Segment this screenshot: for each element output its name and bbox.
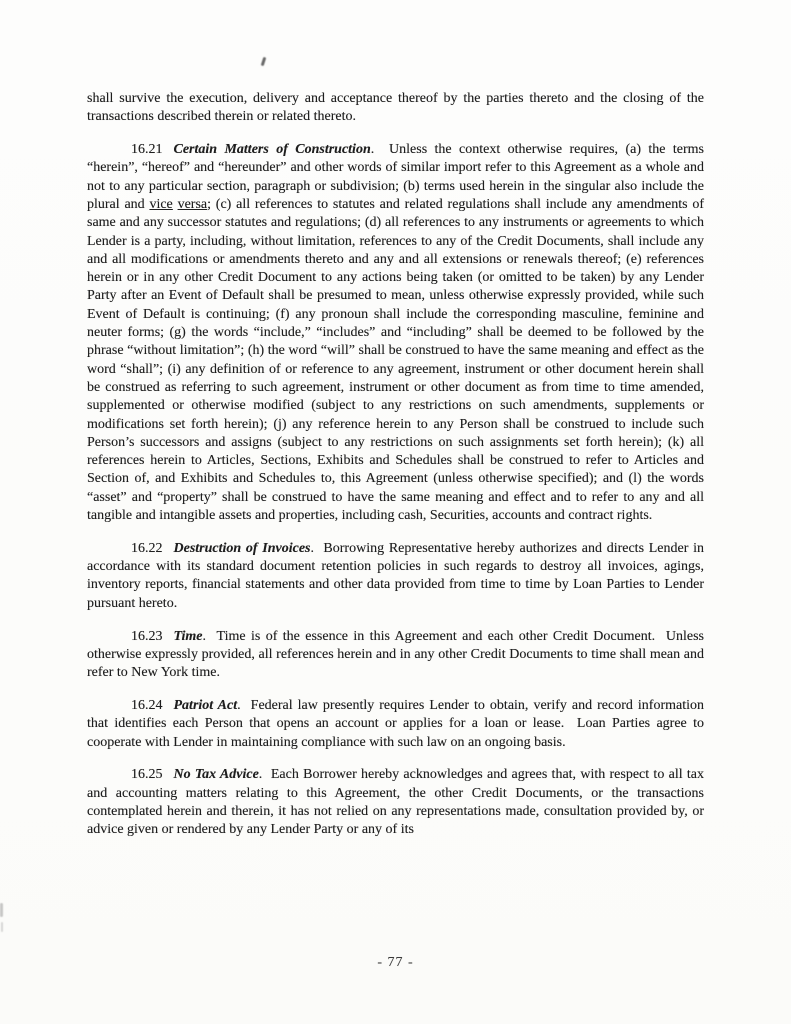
paragraph-text: . Each Borrower hereby acknowledges and agrees that, with respect to all tax and accounting matters relating to this Agreement, the other Credit Documents, or the transactions contemplated herein and therein, it has not relied on any representations made, consultation provided by, or advice given or rendered by any Lender Party or any of its xyxy=(87,767,704,838)
paragraph-text: . Unless the context otherwise requires, (a) the terms “herein”, “hereof” and “hereunder” and other words of similar import refer to this Agreement as a whole and not to any particular section, paragraph or subdivision; (b) terms used herein in the singular also include the plural and xyxy=(87,142,704,212)
section-16-22 xyxy=(87,540,704,613)
paragraph-text: versa xyxy=(177,196,208,212)
paragraph-text: vice xyxy=(149,196,173,212)
paragraph-text: shall survive the execution, delivery and acceptance thereof by the parties thereto and the closing of the transactions described therein or related thereto. xyxy=(87,91,704,125)
stray-ink-mark xyxy=(261,57,267,66)
section-number: 16.25 xyxy=(131,767,163,783)
section-16-21 xyxy=(87,141,704,525)
edge-smudge xyxy=(0,903,3,917)
section-heading: Patriot Act xyxy=(173,697,238,713)
document-body xyxy=(87,90,704,839)
section-heading: Destruction of Invoices xyxy=(173,540,311,556)
edge-smudge xyxy=(1,922,3,932)
section-number: 16.23 xyxy=(131,628,163,644)
paragraph-text: . Time is of the essence in this Agreement and each other Credit Document. Unless otherwise expressly provided, all references herein and in any other Credit Documents to time shall mean and refer to New York time. xyxy=(87,628,704,681)
page-number: - 77 - xyxy=(377,955,414,970)
section-16-24 xyxy=(87,697,704,752)
section-heading: Time xyxy=(173,628,203,644)
paragraph-text: . Borrowing Representative hereby authorizes and directs Lender in accordance with its standard document retention policies in such regards to destroy all invoices, agings, inventory reports, financial statements and other data provided from time to time by Loan Parties to Lender pursuant hereto. xyxy=(87,540,704,611)
section-number: 16.24 xyxy=(131,697,163,713)
paragraph-text: ; (c) all references to statutes and related regulations shall include any amendments of same and any successor statutes and regulations; (d) all references to any instruments or agreements to which Lender is a party, including, without limitation, references to any of the Credit Documents, shall include any and all modifications or amendments thereto and any and all extensions or renewals thereof; (e) references herein or in any other Credit Document to any actions being taken (or omitted to be taken) by any Lender Party after an Event of Default shall be presumed to mean, unless otherwise expressly provided, while such Event of Default is continuing; (f) any pronoun shall include the corresponding masculine, feminine and neuter forms; (g) the words “include,” “includes” and “including” shall be deemed to be followed by the phrase “without limitation”; (h) the word “will” shall be construed to have the same meaning and effect as the word “shall”; (i) any definition of or reference to any agreement, instrument or other document herein shall be construed as referring to such agreement, instrument or other document as from time to time amended, supplemented or otherwise modified (subject to any restrictions on such amendments, supplements or modifications set forth herein); (j) any reference herein to any Person shall be construed to include such Person’s successors and assigns (subject to any restrictions on such assignments set forth herein); (k) all references herein to Articles, Sections, Exhibits and Schedules shall be construed to refer to Articles and Section of, and Exhibits and Schedules to, this Agreement (unless otherwise specified); and (l) the words “asset” and “property” shall be construed to have the same meaning and effect and to refer to any and all tangible and intangible assets and properties, including cash, Securities, accounts and contract rights. xyxy=(87,196,704,524)
paragraph-text: . Federal law presently requires Lender to obtain, verify and record information that identifies each Person that opens an account or applies for a loan or lease. Loan Parties agree to cooperate with Lender in maintaining compliance with such law on an ongoing basis. xyxy=(87,697,704,750)
section-16-25 xyxy=(87,766,704,839)
section-number: 16.22 xyxy=(131,540,163,556)
section-number: 16.21 xyxy=(131,142,163,158)
section-heading: Certain Matters of Construction xyxy=(173,142,371,158)
section-16-23 xyxy=(87,628,704,683)
section-heading: No Tax Advice xyxy=(173,767,259,783)
continuation-paragraph xyxy=(87,90,704,127)
